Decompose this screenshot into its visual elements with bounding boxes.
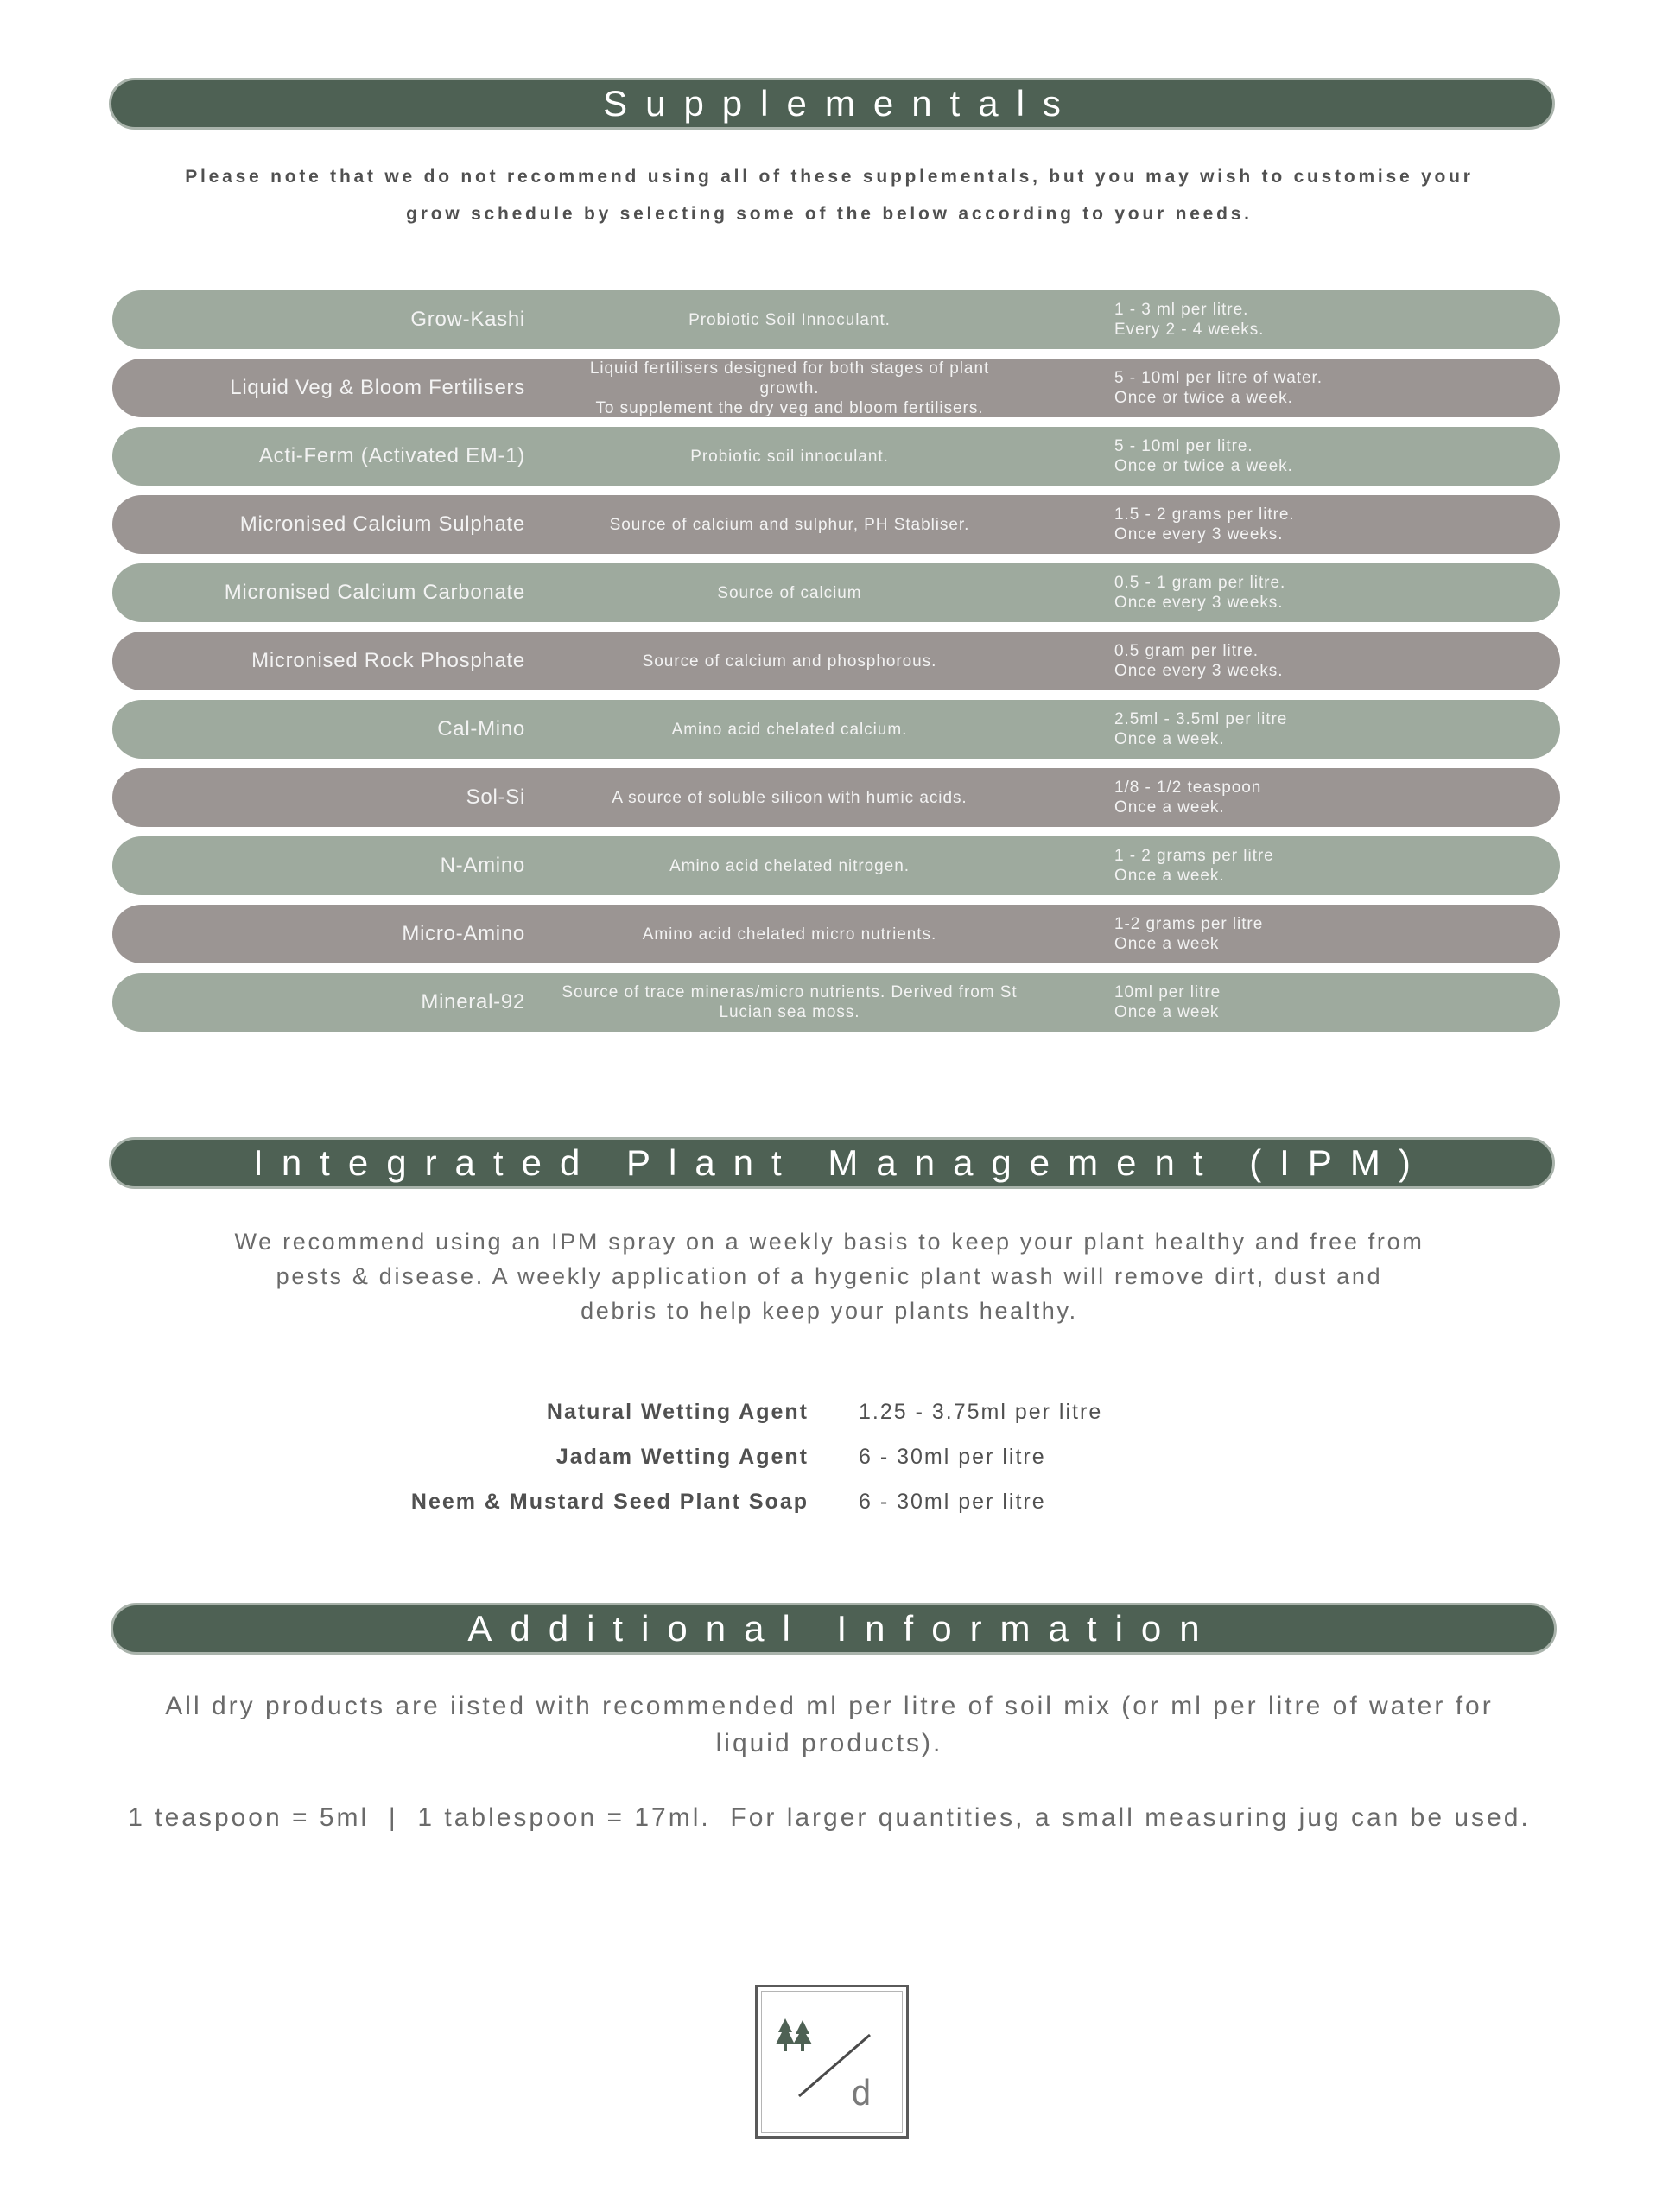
- supplement-row: [112, 700, 1560, 759]
- supplement-dosage: 10ml per litre Once a week: [1114, 983, 1221, 1021]
- supplement-description: Source of calcium and sulphur, PH Stabliser.: [609, 515, 970, 534]
- supplement-row: [112, 768, 1560, 827]
- supplement-dosage: 1/8 - 1/2 teaspoon Once a week.: [1114, 779, 1262, 817]
- supplement-description: Amino acid chelated calcium.: [671, 720, 908, 739]
- ipm-product-name: Neem & Mustard Seed Plant Soap: [410, 1489, 809, 1514]
- trees-icon: [758, 1987, 906, 2136]
- brand-logo: [755, 1985, 909, 2139]
- supplement-row: [112, 973, 1560, 1032]
- supplement-name: N-Amino: [440, 854, 525, 877]
- supplement-row: [112, 290, 1560, 349]
- ipm-product-name: Jadam Wetting Agent: [555, 1444, 809, 1469]
- ipm-para-line: debris to help keep your plants healthy.: [581, 1298, 1078, 1324]
- ipm-product-row: [259, 1389, 1296, 1434]
- supplement-dosage: 1 - 3 ml per litre. Every 2 - 4 weeks.: [1114, 301, 1265, 339]
- ipm-products: [259, 1389, 1296, 1524]
- supplement-row: [112, 836, 1560, 895]
- supplement-name: Acti-Ferm (Activated EM-1): [258, 444, 525, 467]
- logo-letter: d: [851, 2074, 872, 2113]
- supplementals-banner: [109, 78, 1555, 130]
- supplement-row: [112, 563, 1560, 622]
- additional-line: liquid products).: [715, 1729, 943, 1758]
- supplement-row: [112, 495, 1560, 554]
- supplement-name: Micronised Calcium Sulphate: [239, 512, 525, 536]
- ipm-para-line: pests & disease. A weekly application of a hygenic plant wash will remove dirt, dust and: [276, 1263, 1383, 1289]
- supplement-description: A source of soluble silicon with humic acids.: [612, 788, 968, 807]
- supplement-row: [112, 905, 1560, 963]
- supplement-dosage: 5 - 10ml per litre. Once or twice a week.: [1114, 437, 1293, 475]
- supplement-name: Micronised Rock Phosphate: [251, 649, 525, 672]
- additional-paragraph: [104, 1688, 1555, 1762]
- supplement-name: Micronised Calcium Carbonate: [224, 581, 525, 604]
- supplement-description: Source of trace mineras/micro nutrients. Derived from St Lucian sea moss.: [562, 983, 1018, 1021]
- supplement-description: Source of calcium: [717, 583, 862, 602]
- note-line: grow schedule by selecting some of the below according to your needs.: [406, 204, 1253, 224]
- supplement-name: Mineral-92: [421, 990, 525, 1014]
- supplement-name: Micro-Amino: [402, 922, 525, 945]
- supplement-description: Liquid fertilisers designed for both stages of plant growth. To supplement the dry veg and bloom fertilisers.: [589, 359, 990, 417]
- ipm-product-row: [259, 1434, 1296, 1479]
- supplementals-title: Supplementals: [603, 83, 1079, 124]
- supplement-dosage: 2.5ml - 3.5ml per litre Once a week.: [1114, 710, 1288, 748]
- ipm-product-row: [259, 1479, 1296, 1524]
- ipm-paragraph: [130, 1224, 1529, 1328]
- supplement-dosage: 0.5 - 1 gram per litre. Once every 3 weeks.: [1114, 574, 1286, 612]
- supplement-name: Sol-Si: [466, 785, 525, 809]
- supplement-row: [112, 632, 1560, 690]
- supplement-description: Source of calcium and phosphorous.: [642, 652, 937, 671]
- supplementals-note: [130, 158, 1529, 232]
- supplement-row: [112, 427, 1560, 486]
- supplement-dosage: 1.5 - 2 grams per litre. Once every 3 weeks.: [1114, 505, 1295, 543]
- ipm-product-name: Natural Wetting Agent: [546, 1399, 809, 1424]
- supplement-name: Grow-Kashi: [410, 308, 525, 331]
- note-line: Please note that we do not recommend using all of these supplementals, but you may wish to customise your: [185, 167, 1474, 187]
- supplement-description: Probiotic Soil Innoculant.: [688, 310, 891, 329]
- supplement-dosage: 0.5 gram per litre. Once every 3 weeks.: [1114, 642, 1284, 680]
- ipm-para-line: We recommend using an IPM spray on a weekly basis to keep your plant healthy and free from: [234, 1229, 1424, 1255]
- additional-banner: [111, 1603, 1557, 1655]
- supplementals-list: [112, 290, 1560, 1041]
- ipm-product-dosage: 6 - 30ml per litre: [859, 1444, 1046, 1469]
- supplement-description: Amino acid chelated micro nutrients.: [642, 925, 937, 944]
- supplement-name: Cal-Mino: [437, 717, 525, 741]
- ipm-title: Integrated Plant Management (IPM): [253, 1142, 1429, 1183]
- supplement-dosage: 5 - 10ml per litre of water. Once or twice a week.: [1114, 369, 1323, 407]
- supplement-description: Amino acid chelated nitrogen.: [669, 856, 910, 875]
- supplement-dosage: 1-2 grams per litre Once a week: [1114, 915, 1264, 953]
- ipm-banner: [109, 1137, 1555, 1189]
- additional-line: All dry products are iisted with recommended ml per litre of soil mix (or ml per litre of water for: [165, 1692, 1494, 1720]
- additional-title: Additional Information: [467, 1608, 1218, 1649]
- supplement-description: Probiotic soil innoculant.: [690, 447, 889, 466]
- measurement-note: 1 teaspoon = 5ml | 1 tablespoon = 17ml. For larger quantities, a small measuring jug can be used.: [128, 1803, 1531, 1832]
- supplement-dosage: 1 - 2 grams per litre Once a week.: [1114, 847, 1274, 885]
- supplement-row: [112, 359, 1560, 417]
- supplement-name: Liquid Veg & Bloom Fertilisers: [230, 376, 525, 399]
- ipm-product-dosage: 6 - 30ml per litre: [859, 1489, 1046, 1514]
- ipm-product-dosage: 1.25 - 3.75ml per litre: [859, 1399, 1103, 1424]
